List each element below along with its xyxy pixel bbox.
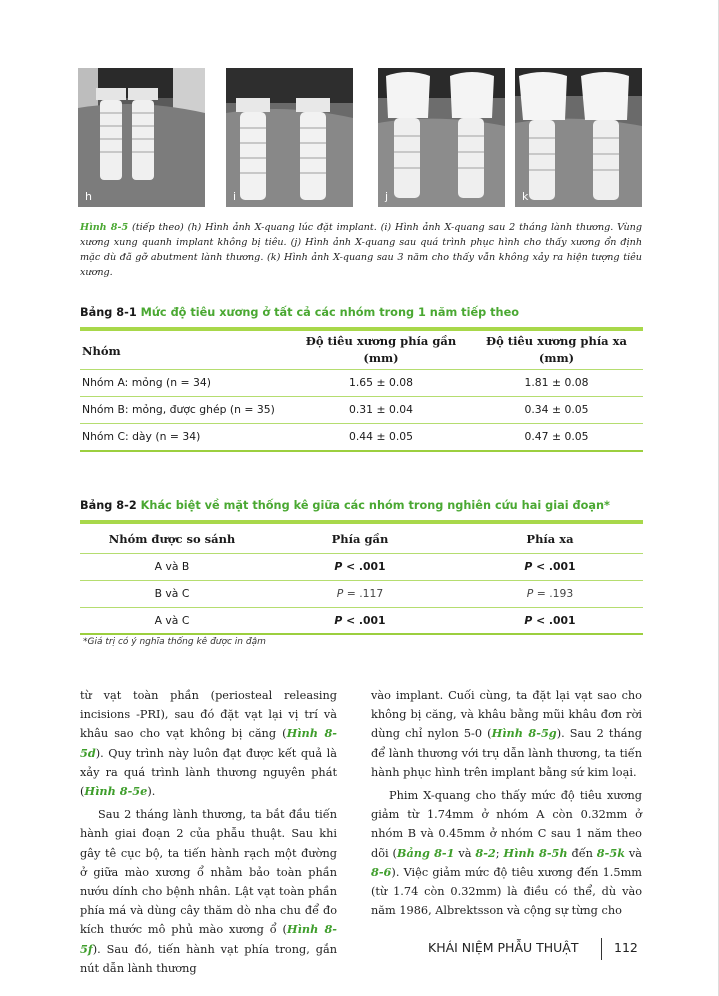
table1-row1-far: 1.81 ± 0.08 [524,376,589,389]
xray-panel-h [78,68,205,207]
table1-row1-group: Nhóm A: mỏng (n = 34) [82,376,211,389]
table1-title [80,306,519,319]
table2-row1-group: A và B [154,560,190,573]
p-value: = .193 [533,587,574,600]
table1-number: Bảng 8-1 [80,306,137,319]
caption-lead: Hình 8-5 [80,222,129,233]
panel-label-h: h [85,190,92,203]
p-value: < .001 [342,560,386,573]
table1-rule [80,423,643,424]
panel-label-j: j [385,190,389,203]
paragraph [371,686,642,782]
figure-ref-link[interactable]: Hình 8-5f [80,922,337,956]
table1-row3-near: 0.44 ± 0.05 [349,430,413,443]
p-value: = .117 [343,587,384,600]
table2-row1-near [270,560,450,573]
p-value: < .001 [342,614,386,627]
table1-row1-near: 1.65 ± 0.08 [349,376,413,389]
text-run: và [625,846,642,860]
table1-header-near: Độ tiêu xương phía gần (mm) [305,334,457,365]
table2-top-rule [80,520,643,524]
xray-panel-j [378,68,505,207]
text-run: từ vạt toàn phần (periosteal releasing incisions -PRI), sau đó đặt vạt lại vị trí và khâu sao cho vạt không bị căng ( [80,689,337,741]
footer-section-title: KHÁI NIỆM PHẪU THUẬT [428,940,579,955]
figure-ref-link[interactable]: 8-5k [596,845,626,860]
text-run: ; [495,846,504,860]
text-run: ). Quy trình này luôn đạt được kết quả là xảy ra quá trình lành thương nguyên phát ( [80,746,337,799]
table1-top-rule [80,327,643,331]
table2-row2-far [460,587,640,600]
table1-row2-far: 0.34 ± 0.05 [524,403,589,416]
p-value: < .001 [532,614,576,627]
table1-row3-far: 0.47 ± 0.05 [524,430,589,443]
paragraph [371,786,642,920]
p-symbol: P [526,587,534,600]
table2-row3-near [270,614,450,627]
body-column-left [80,686,337,978]
table1-row2-near: 0.31 ± 0.04 [349,403,413,416]
paragraph [80,686,337,801]
table2-footnote: *Giá trị có ý nghĩa thống kê được in đậm [83,637,266,647]
table2-row2-group: B và C [154,587,190,600]
figure-caption [80,220,642,280]
text-run: ). Sau 2 tháng để lành thương với trụ dẫn lành thương, ta tiến hành phục hình trên implant bằng sứ kim loại. [371,727,642,779]
text-run: ). Việc giảm mức độ tiêu xương đến 1.5mm (từ 1.74 còn 0.32mm) là điều có thể, dù vào năm 1986, Albrektsson và cộng sự từng cho [371,865,642,918]
table2-rule [80,580,643,581]
table-ref-link[interactable]: 8-2 [475,845,496,860]
table1-header-far: Độ tiêu xương phía xa (mm) [486,334,627,365]
p-value: < .001 [532,560,576,573]
table2-rule [80,553,643,554]
text-run: vào implant. Cuối cùng, ta đặt lại vạt sao cho không bị căng, và khâu bằng mũi khâu đơn rời dùng chỉ nylon 5-0 ( [371,689,642,741]
p-symbol: P [336,587,344,600]
table2-header-near: Phía gần [331,532,389,546]
table2-title [80,499,610,512]
table1-bottom-rule [80,450,643,452]
xray-panel-k [515,68,642,207]
text-run: đến [567,846,597,860]
table-ref-link[interactable]: Bảng 8-1 [396,845,455,860]
text-run: ). [147,785,156,799]
caption-text: (tiếp theo) (h) Hình ảnh X-quang lúc đặt implant. (i) Hình ảnh X-quang sau 2 tháng lành thương. Vùng xương xung quanh implant không bị tiêu. (j) Hình ảnh X-quang sau quá trình phục hình cho thấy xương ổn định mặc dù đã gỡ abutment lành thương. (k) Hình ảnh X-quang sau 3 năm cho thấy vẫn không xảy ra hiện tượng tiêu xương. [80,222,642,278]
table1-rule [80,369,643,370]
table2-row3-far [460,614,640,627]
body-column-right [371,686,642,920]
page-number: 112 [614,940,638,955]
table2-header-group: Nhóm được so sánh [108,532,236,546]
p-symbol: P [334,560,343,573]
table1-row2-group: Nhóm B: mỏng, được ghép (n = 35) [82,403,275,416]
figure-ref-link[interactable]: Hình 8-5e [84,784,148,799]
text-run: và [454,846,476,860]
text-run: Sau 2 tháng lành thương, ta bắt đầu tiến hành giai đoạn 2 của phẫu thuật. Sau khi gây tê cục bộ, ta tiến hành rạch một đường ở giữa mào xương ổ nhằm bảo toàn phần nướu dính cho bệnh nhân. Lật vạt toàn phần phía má và dùng cây thăm dò nha chu để đo kích thước mô phủ mào xương ổ ( [80,808,337,937]
table1-rule [80,396,643,397]
footer-divider [601,938,602,960]
p-symbol: P [334,614,343,627]
paragraph [80,805,337,978]
figure-ref-link[interactable]: Hình 8-5g [491,726,557,741]
table2-row2-near [270,587,450,600]
panel-label-k: k [522,190,529,203]
table1-row3-group: Nhóm C: dày (n = 34) [82,430,201,443]
table2-row1-far [460,560,640,573]
table1-title-text: Mức độ tiêu xương ở tất cả các nhóm trong 1 năm tiếp theo [136,306,519,319]
xray-panel-i [226,68,353,207]
table2-title-text: Khác biệt về mặt thống kê giữa các nhóm trong nghiên cứu hai giai đoạn* [136,499,610,512]
table1-header-group: Nhóm [82,344,121,358]
panel-label-i: i [233,190,237,203]
text-run: ). Sau đó, tiến hành vạt phía trong, gắn nút dẫn lành thương [80,942,337,975]
figure-ref-link[interactable]: Hình 8-5d [80,726,337,760]
table2-rule [80,607,643,608]
figure-ref-link[interactable]: 8-6 [371,864,392,879]
text-run: Phim X-quang cho thấy mức độ tiêu xương giảm từ 1.74mm ở nhóm A còn 0.32mm ở nhóm B và 0.45mm ở nhóm C sau 1 năm theo dõi ( [371,789,642,860]
figure-ref-link[interactable]: Hình 8-5h [503,845,568,860]
table2-header-far: Phía xa [526,532,574,546]
table2-bottom-rule [80,633,643,635]
p-symbol: P [524,560,533,573]
table2-row3-group: A và C [154,614,190,627]
p-symbol: P [524,614,533,627]
table2-number: Bảng 8-2 [80,499,137,512]
